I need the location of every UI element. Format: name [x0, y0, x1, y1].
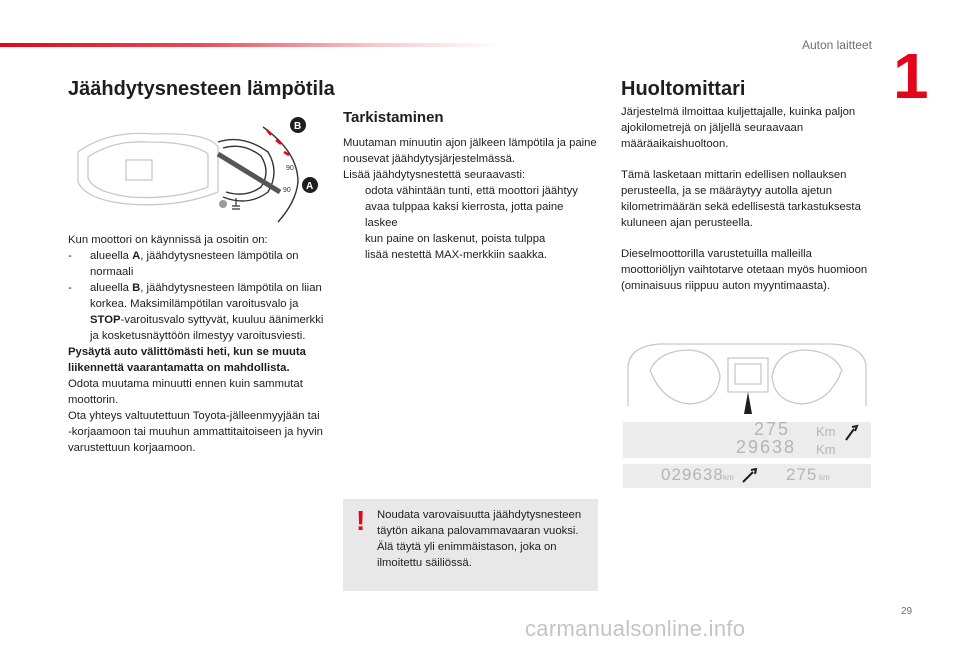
caution-text: Noudata varovaisuutta jäähdytysnesteen täytön aikana palovammavaaran vuoksi. Älä täytä yli enimmäistason, joka on ilmoitettu säiliössä. — [377, 509, 582, 569]
caution-box — [343, 499, 598, 591]
service-unit: km — [819, 473, 830, 482]
odometer-display-panel — [623, 464, 871, 488]
odometer-reading: 29638 — [736, 437, 797, 457]
checking-step-3: kun paine on laskenut, poista tulppa — [365, 233, 546, 245]
service-wrench-icon — [741, 468, 759, 484]
section-title: Auton laitteet — [801, 38, 872, 52]
svg-text:B: B — [294, 121, 302, 132]
coolant-description — [68, 232, 324, 456]
warning-icon: ! — [356, 505, 366, 536]
page-number: 29 — [901, 606, 913, 617]
odometer-total: 029638 — [661, 465, 724, 484]
service-km-remaining: 275 — [754, 419, 791, 439]
gauge-tick-90-lower: 90 — [283, 187, 291, 194]
km-unit-lower: Km — [816, 442, 836, 457]
gauge-tick-90-upper: 90 — [286, 165, 294, 172]
watermark: carmanualsonline.info — [525, 616, 746, 641]
service-remaining: 275 — [786, 465, 818, 484]
service-description: Järjestelmä ilmoittaa kuljettajalle, kuinka paljon ajokilometrejä on jäljellä seuraavaan määräaikaishuoltoon. Tämä lasketaan mittarin edellisen nollauksen perusteella, ja se määräytyy autolla ajetun kilometrimäärän sekä edellisestä tarkastuksesta kuluneen ajan perusteella. Dieselmoottorilla varustetuilla malleilla moottoriöljyn vaihtotarve otetaan myös huomioon (ominaisuus riippuu auton myyntimaasta). — [621, 106, 868, 292]
contact-dealer-paragraph: Ota yhteys valtuutettuun Toyota-jälleenmyyjään tai -korjaamoon tai muuhun ammattitaitoiseen ja hyvin varustettuun korjaamoon. — [68, 410, 323, 454]
service-display-panel — [623, 419, 871, 458]
checking-step-4: lisää nestettä MAX-merkkiin saakka. — [365, 249, 548, 261]
svg-text:A: A — [306, 181, 314, 192]
km-unit-upper: Km — [816, 424, 836, 439]
checking-description: Muutaman minuutin ajon jälkeen lämpötila ja paine nousevat jäähdytysjärjestelmässä. Lisää jäähdytysnestettä seuraavasti: odota vähintään tunti, että moottori jäähtyy avaa tulppaa kaksi kierrosta, jotta paine laskee kun paine on laskenut, poista tulppa lisää nestettä MAX-merkkiin saakka. — [343, 135, 599, 263]
header-accent-bar — [0, 43, 500, 47]
coolant-title: Jäähdytysnesteen lämpötila — [68, 78, 335, 100]
chapter-number: 1 — [893, 40, 929, 112]
indicator-dot — [219, 200, 227, 208]
coolant-item-a: - alueella A, jäähdytysnesteen lämpötila on normaali — [68, 250, 299, 278]
checking-step-1: odota vähintään tunti, että moottori jäähtyy — [365, 185, 578, 197]
coolant-item-b: - alueella B, jäähdytysnesteen lämpötila on liian korkea. Maksimilämpötilan varoitusvalo ja STOP-varoitusvalo syttyvät, kuuluu äänimerkki ja kosketusnäyttöön ilmestyy varoitusviesti. — [68, 282, 324, 342]
instrument-cluster-diagram — [620, 336, 872, 416]
service-indicator-title: Huoltomittari — [621, 78, 746, 100]
odometer-unit: km — [723, 473, 734, 482]
coolant-gauge-diagram — [68, 112, 328, 227]
coolant-intro: Kun moottori on käynnissä ja osoitin on: — [68, 234, 268, 246]
checking-title: Tarkistaminen — [343, 109, 444, 126]
checking-step-2: avaa tulppaa kaksi kierrosta, jotta paine laskee — [365, 201, 564, 229]
wrench-icon — [843, 424, 859, 442]
stop-immediately-warning: Pysäytä auto välittömästi heti, kun se muuta liikennettä vaarantamatta on mahdollista. — [68, 346, 306, 374]
pointer-arrow-icon — [744, 392, 752, 414]
wait-paragraph: Odota muutama minuutti ennen kuin sammutat moottorin. — [68, 378, 303, 406]
